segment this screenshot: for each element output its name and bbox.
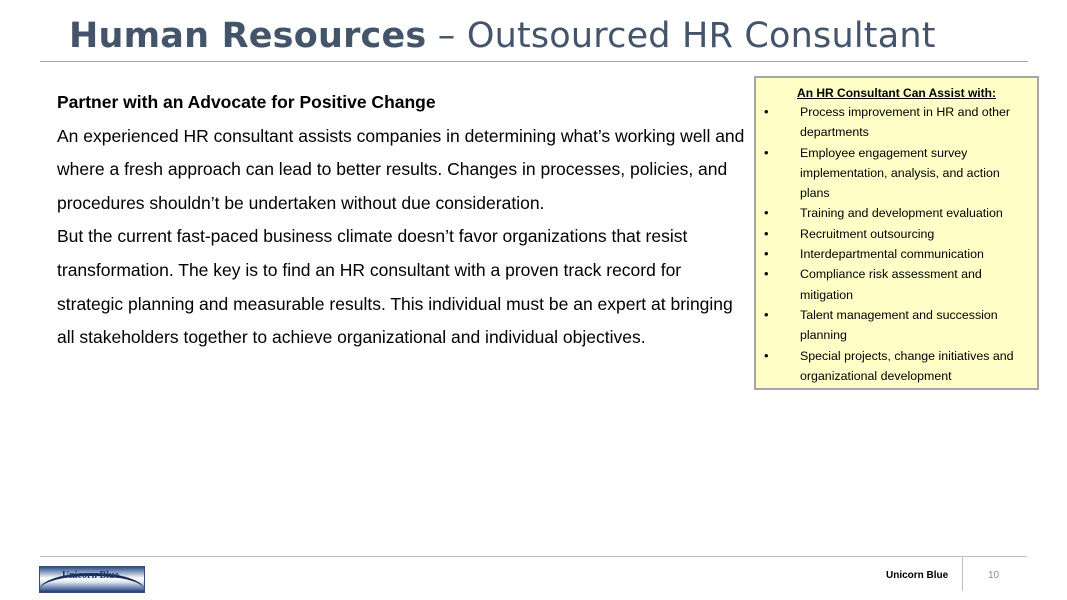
list-item (756, 224, 1037, 244)
assist-box-title: An HR Consultant Can Assist with: (797, 86, 996, 100)
list-item-text: Special projects, change initiatives and organizational development (800, 348, 1014, 383)
slide-title-bold: Human Resources (69, 16, 427, 56)
assist-list (756, 102, 1037, 386)
bullet-icon: • (764, 266, 769, 282)
bullet-icon: • (764, 306, 769, 322)
footer-divider (40, 556, 1027, 557)
list-item (756, 305, 1037, 346)
bullet-icon: • (764, 205, 769, 221)
bullet-icon: • (764, 144, 769, 160)
list-item-text: Compliance risk assessment and mitigation (800, 267, 982, 302)
page-number: 10 (988, 570, 1000, 581)
list-item (756, 346, 1037, 387)
list-item (756, 203, 1037, 223)
list-item-text: Training and development evaluation (800, 206, 1003, 221)
bullet-icon: • (764, 104, 769, 119)
list-item (756, 143, 1037, 204)
footer-company-label: Unicorn Blue (886, 570, 949, 581)
list-item-text: Employee engagement survey implementation, analysis, and action plans (800, 145, 1000, 201)
list-item (756, 264, 1037, 305)
list-item-text: Interdepartmental communication (800, 247, 984, 262)
title-divider (40, 61, 1028, 62)
list-item-text: Process improvement in HR and other departments (800, 105, 1011, 140)
section-heading: Partner with an Advocate for Positive Change (57, 92, 436, 112)
list-item (756, 244, 1037, 264)
logo-text: Unicorn Blue (62, 570, 119, 581)
footer-vertical-divider (962, 556, 963, 591)
list-item-text: Talent management and succession planning (800, 307, 998, 343)
bullet-icon: • (764, 246, 769, 262)
bullet-icon: • (764, 225, 769, 241)
body-text (57, 86, 747, 355)
body-paragraph-2: But the current fast-paced business climate doesn’t favor organizations that resist transformation. The key is to find an HR consultant with a proven track record for strategic planning and measurable results. This individual must be an expert at bringing all stakeholders together to achieve organizational and individual objectives. (57, 226, 733, 348)
bullet-icon: • (764, 347, 769, 363)
assist-callout-box (754, 76, 1039, 390)
slide-title-rest: – Outsourced HR Consultant (426, 16, 936, 56)
slide-title (69, 16, 936, 56)
body-paragraph-1: An experienced HR consultant assists companies in determining what’s working well and where a fresh approach can lead to better results. Changes in processes, policies, and procedures shouldn’t be undertaken without due consideration. (57, 125, 745, 213)
company-logo (39, 566, 145, 593)
list-item (756, 102, 1037, 143)
list-item-text: Recruitment outsourcing (800, 226, 935, 241)
